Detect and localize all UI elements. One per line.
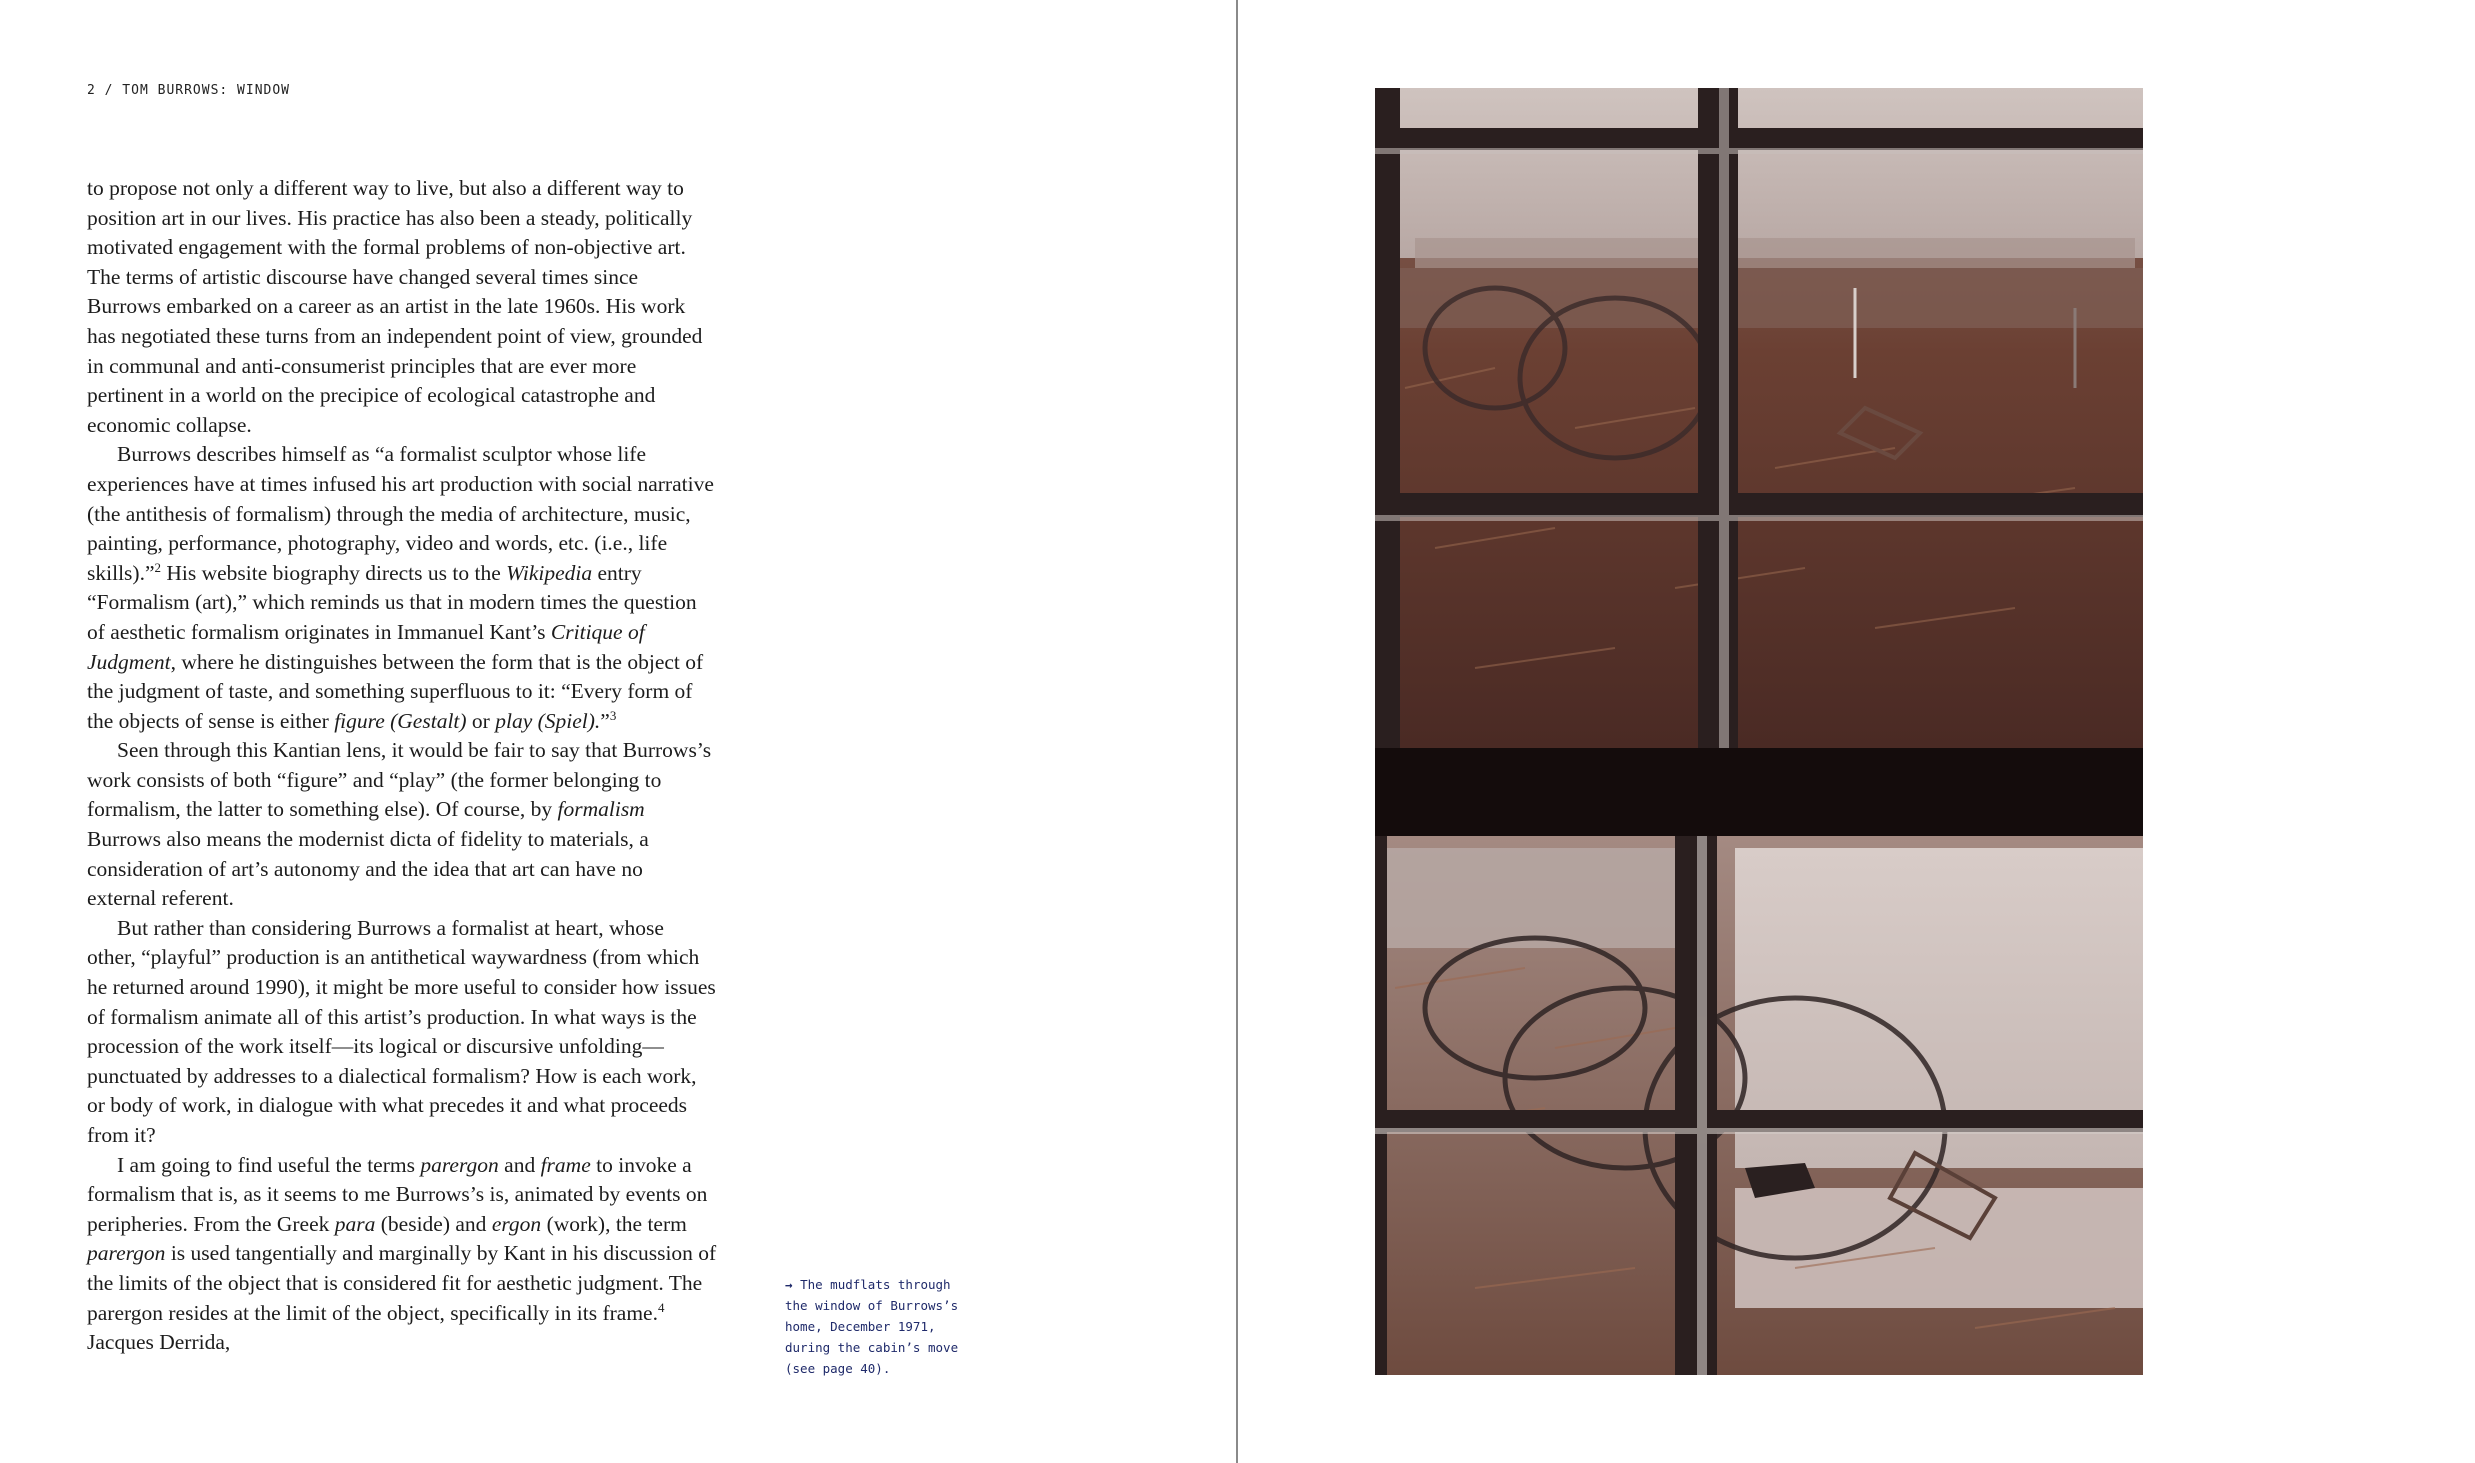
text-run: (work), the term	[541, 1211, 687, 1236]
text-run: ”	[600, 708, 610, 733]
text-run: para	[334, 1211, 376, 1236]
caption-line: the window of Burrows’s	[785, 1298, 959, 1313]
body-paragraph	[87, 914, 717, 1151]
text-run: But rather than considering Burrows a formalist at heart, whose other, “playful” production is an antithetical waywardness (from which he returned around 1990), it might be more useful to consider how issues of formalism animate all of this artist’s production. In what ways is the procession of the work itself—its logical or discursive unfolding—punctuated by addresses to a dialectical formalism? How is each work, or body of work, in dialogue with what precedes it and what proceeds from it?	[87, 915, 716, 1147]
text-run: Critique of Judgment	[87, 619, 645, 674]
text-run: I am going to find useful the terms	[117, 1152, 421, 1177]
left-page	[0, 0, 1236, 1463]
body-paragraph	[87, 440, 717, 736]
text-run: Wikipedia	[506, 560, 593, 585]
text-run: frame	[540, 1152, 591, 1177]
caption-line: during the cabin’s move	[785, 1340, 959, 1355]
text-run: is used tangentially and marginally by Kant in his discussion of the limits of the object that is considered fit for aesthetic judgment. The parergon resides at the limit of the object, specifically in its frame.	[87, 1241, 717, 1325]
text-run: Seen through this Kantian lens, it would be fair to say that Burrows’s work consists of both “figure” and “play” (the former belonging to formalism, the latter to something else). Of course, by	[87, 738, 712, 822]
text-run: formalism	[557, 797, 645, 822]
text-run: Burrows describes himself as “a formalist sculptor whose life experiences have at times infused his art production with social narrative (the antithesis of formalism) through the media of architecture, music, painting, performance, photography, video and words, etc. (i.e., life skills).”	[87, 442, 714, 585]
text-run: , where he distinguishes between the form that is the object of the judgment of taste, and something superfluous to it: “Every form of the objects of sense is either	[87, 649, 704, 733]
body-paragraph	[87, 174, 717, 440]
footnote-ref: 4	[657, 1299, 665, 1315]
text-run: parergon	[87, 1241, 166, 1266]
text-run: (beside) and	[375, 1211, 492, 1236]
photo-caption	[785, 1274, 965, 1379]
text-run: to invoke a formalism that is, as it seems to me Burrows’s is, animated by events on peripheries. From the Greek	[87, 1152, 708, 1236]
footnote-ref: 2	[154, 559, 161, 575]
text-run: parergon	[420, 1152, 499, 1177]
text-run: His website biography directs us to the	[160, 560, 507, 585]
text-run: and	[498, 1152, 541, 1177]
text-run: ergon	[491, 1211, 542, 1236]
running-head: 2 / TOM BURROWS: WINDOW	[87, 83, 291, 98]
arrow-icon: →	[785, 1277, 793, 1292]
caption-line: The mudflats through	[800, 1277, 951, 1292]
window-photo	[1375, 88, 2143, 1375]
body-text	[87, 174, 717, 1358]
text-run: Jacques Derrida,	[87, 1330, 231, 1355]
text-run: play (Spiel).	[495, 708, 601, 733]
text-run: entry “Formalism (art),” which reminds us that in modern times the question of aesthetic formalism originates in Immanuel Kant’s	[87, 560, 697, 644]
window-photo-image	[1375, 88, 2143, 1375]
body-paragraph	[87, 1151, 717, 1358]
body-paragraph	[87, 736, 717, 914]
text-run: Burrows also means the modernist dicta of fidelity to materials, a consideration of art’s autonomy and the idea that art can have no external referent.	[87, 827, 649, 911]
text-run: to propose not only a different way to live, but also a different way to position art in our lives. His practice has also been a steady, politically motivated engagement with the formal problems of non-objective art. The terms of artistic discourse have changed several times since Burrows embarked on a career as an artist in the late 1960s. His work has negotiated these turns from an independent point of view, grounded in communal and anti-consumerist principles that are ever more pertinent in a world on the precipice of ecological catastrophe and economic collapse.	[87, 176, 703, 437]
text-run: or	[466, 708, 496, 733]
footnote-ref: 3	[609, 707, 617, 723]
caption-line: home, December 1971,	[785, 1319, 936, 1334]
caption-line: (see page 40).	[785, 1361, 891, 1376]
text-run: figure (Gestalt)	[334, 708, 467, 733]
